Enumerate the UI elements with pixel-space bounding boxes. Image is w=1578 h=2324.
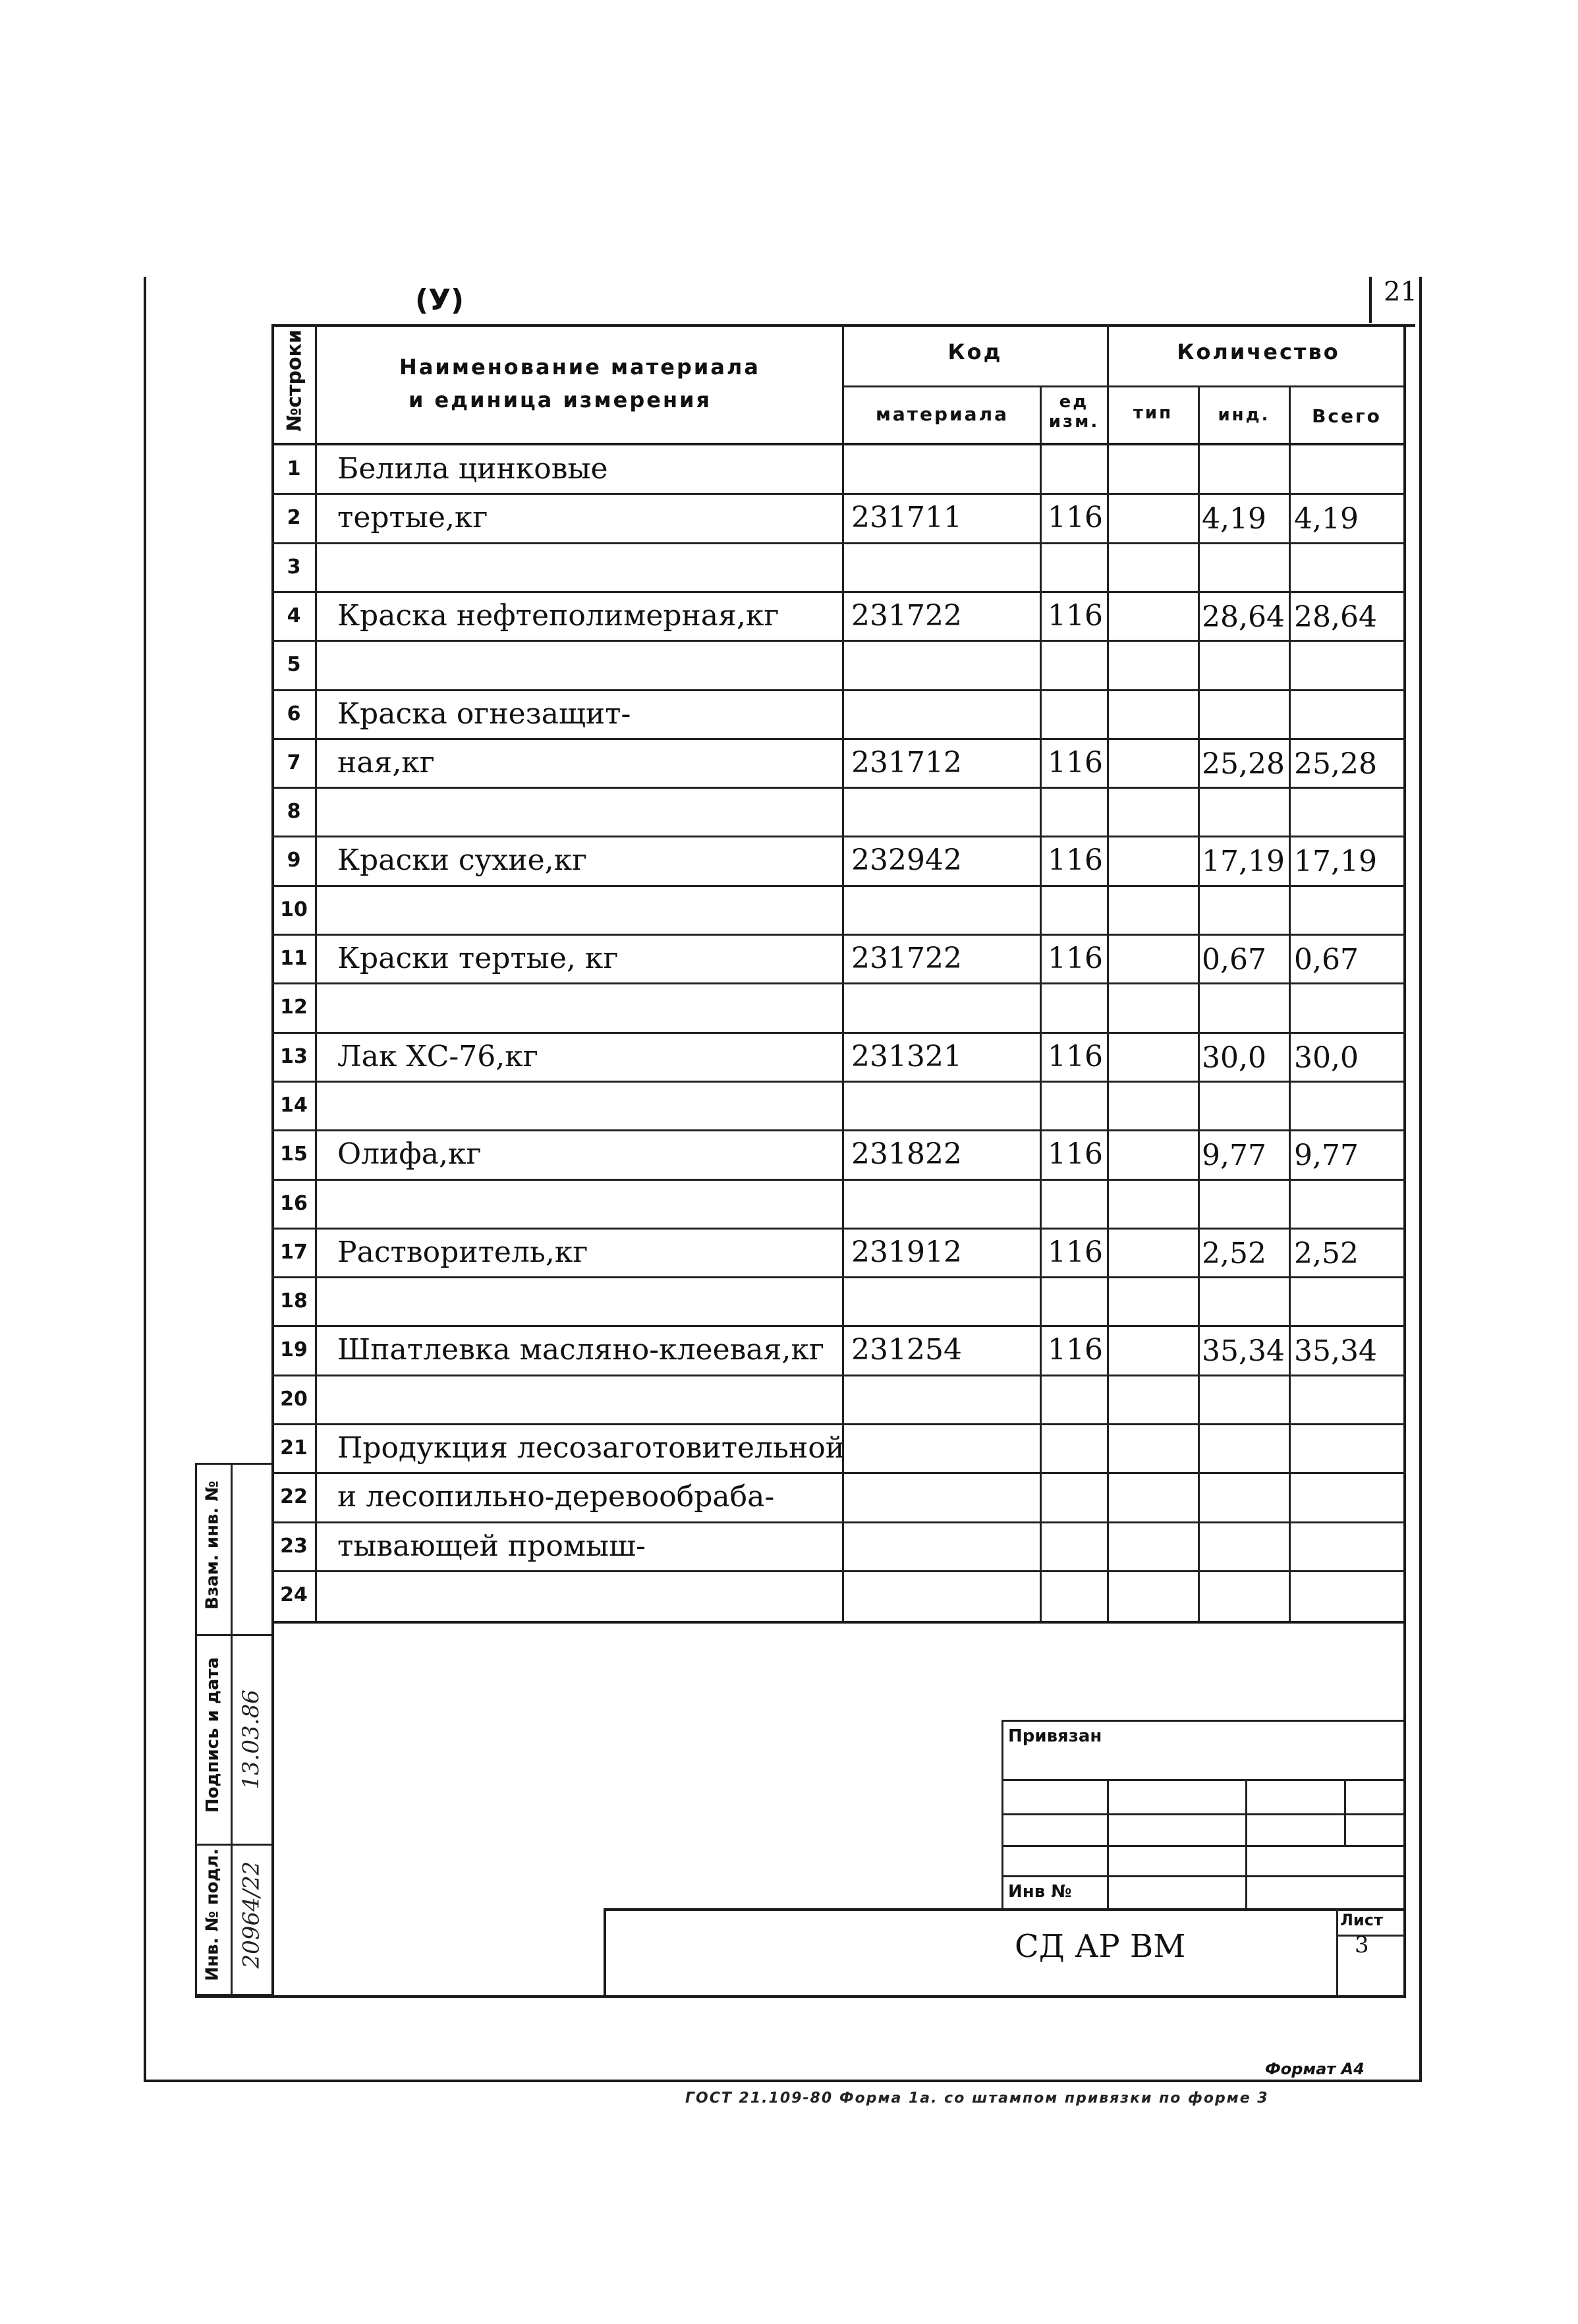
row-divider — [271, 1521, 1406, 1523]
row-number: 21 — [280, 1436, 308, 1460]
row-name: и лесопильно-деревообраба- — [337, 1480, 775, 1514]
row-ind: 4,19 — [1202, 502, 1266, 536]
row-divider — [271, 787, 1406, 789]
side-date-value-text: 13.03.86 — [238, 1689, 264, 1790]
row-name: Лак ХС-76,кг — [337, 1039, 538, 1073]
row-divider — [271, 1325, 1406, 1327]
side-sign-date-text: Подпись и дата — [203, 1657, 223, 1813]
header-qty-type: тип — [1133, 403, 1173, 423]
row-number: 13 — [280, 1044, 308, 1068]
col-line-type — [1198, 385, 1200, 1622]
row-unit: 116 — [1048, 1137, 1103, 1172]
row-number: 6 — [287, 702, 301, 725]
row-code: 231711 — [851, 501, 962, 535]
row-ind: 9,77 — [1202, 1139, 1266, 1173]
row-unit: 116 — [1048, 843, 1103, 878]
row-divider — [271, 1179, 1406, 1181]
side-sign-date — [196, 1641, 229, 1838]
row-total: 17,19 — [1294, 845, 1377, 879]
row-name: Продукция лесозаготовительной — [337, 1431, 845, 1465]
sheet-cell-left — [1336, 1908, 1338, 1998]
row-ind: 2,52 — [1202, 1236, 1266, 1270]
row-number: 18 — [280, 1290, 308, 1313]
row-number: 7 — [287, 751, 301, 774]
side-replace-inv-text: Взам. инв. № — [202, 1481, 223, 1610]
row-number: 22 — [280, 1485, 308, 1509]
row-number: 15 — [280, 1143, 308, 1166]
row-number: 12 — [280, 996, 308, 1019]
row-name: Краска нефтеполимерная,кг — [337, 598, 779, 633]
bound-col-3 — [1344, 1779, 1346, 1845]
frame-bottom-outer — [144, 2080, 1422, 2082]
row-unit: 116 — [1048, 942, 1103, 975]
row-divider — [271, 1423, 1406, 1425]
row-unit: 116 — [1048, 501, 1103, 535]
row-total: 35,34 — [1294, 1334, 1377, 1369]
row-ind: 30,0 — [1202, 1040, 1266, 1075]
row-divider — [271, 836, 1406, 837]
row-divider — [271, 738, 1406, 740]
row-name: ная,кг — [337, 745, 435, 779]
frame-right-outer — [1419, 277, 1422, 2082]
row-ind: 28,64 — [1202, 600, 1285, 634]
col-line-ind — [1289, 385, 1291, 1622]
row-divider — [271, 1375, 1406, 1376]
row-number: 3 — [287, 555, 301, 579]
side-orig-inv-value-text: 20964/22 — [238, 1861, 265, 1969]
row-name: Растворитель,кг — [337, 1235, 588, 1269]
side-replace-inv — [196, 1469, 229, 1631]
row-unit: 116 — [1048, 745, 1103, 779]
row-unit: 116 — [1048, 598, 1103, 633]
row-name: тертые,кг — [337, 501, 488, 535]
row-number: 17 — [280, 1240, 308, 1264]
row-unit: 116 — [1048, 1039, 1103, 1073]
bound-label: Привязан — [1008, 1726, 1102, 1746]
row-divider — [271, 1228, 1406, 1230]
row-unit: 116 — [1048, 1333, 1103, 1367]
header-name-line2: и единица измерения — [408, 387, 712, 412]
row-code: 231722 — [851, 598, 962, 633]
section-mark: (У) — [415, 283, 465, 317]
row-name: Белила цинковые — [337, 452, 608, 486]
bound-row-3 — [1001, 1845, 1403, 1847]
row-name: Краски тертые, кг — [337, 942, 619, 975]
header-qty-group: Количество — [1177, 339, 1340, 364]
sheet-label: Лист — [1340, 1911, 1383, 1929]
header-name-line1: Наименование материала — [399, 354, 760, 380]
row-divider — [271, 1570, 1406, 1572]
side-orig-inv — [196, 1849, 229, 1991]
row-divider — [271, 591, 1406, 593]
row-number: 19 — [280, 1338, 308, 1362]
row-name: Краска огнезащит- — [337, 696, 631, 731]
side-orig-inv-text: Инв. № подл. — [202, 1848, 223, 1981]
sheet-value: 3 — [1355, 1932, 1369, 1958]
row-code: 231712 — [851, 745, 962, 779]
row-code: 231254 — [851, 1333, 962, 1367]
row-ind: 25,28 — [1202, 747, 1285, 781]
row-number: 2 — [287, 506, 301, 530]
row-name: тывающей промыш- — [337, 1529, 646, 1563]
row-divider — [271, 1472, 1406, 1474]
designation: СД АР ВМ — [1015, 1928, 1186, 1965]
bound-col-1 — [1107, 1779, 1109, 1911]
side-date-value — [232, 1647, 270, 1838]
row-number: 4 — [287, 604, 301, 627]
row-name: Олифа,кг — [337, 1137, 482, 1172]
row-code: 231912 — [851, 1235, 962, 1269]
row-ind: 17,19 — [1202, 845, 1285, 879]
main-stamp-top — [604, 1908, 1406, 1911]
inv-no-label: Инв № — [1008, 1882, 1072, 1902]
row-total: 4,19 — [1294, 502, 1359, 536]
sheet-number: 21 — [1384, 277, 1417, 307]
header-qty-total: Всего — [1312, 405, 1382, 427]
row-total: 25,28 — [1294, 747, 1377, 781]
row-number: 20 — [280, 1387, 308, 1411]
header-code-group: Код — [947, 339, 1003, 364]
row-name: Краски сухие,кг — [337, 843, 588, 878]
header-subdivider — [842, 385, 1403, 387]
frame-left-outer — [144, 277, 146, 2082]
row-divider — [271, 1129, 1406, 1131]
row-unit: 116 — [1048, 1235, 1103, 1269]
row-divider — [271, 689, 1406, 691]
row-divider — [271, 1081, 1406, 1083]
row-number: 16 — [280, 1191, 308, 1215]
row-number: 24 — [280, 1583, 308, 1606]
header-qty-ind: инд. — [1218, 405, 1270, 425]
bound-block-top — [1001, 1720, 1403, 1722]
header-row-no-text: №строки — [283, 329, 306, 432]
row-number: 10 — [280, 897, 308, 921]
bound-block-left — [1001, 1720, 1003, 1911]
bound-row-1 — [1001, 1779, 1403, 1781]
row-divider — [271, 885, 1406, 887]
row-code: 231321 — [851, 1039, 962, 1073]
sheet-number-divider — [1369, 277, 1372, 323]
header-bottom-border — [271, 443, 1406, 445]
col-line-rownum — [315, 324, 317, 1622]
col-line-unit — [1107, 324, 1109, 1622]
row-total: 9,77 — [1294, 1139, 1359, 1173]
bound-col-2 — [1245, 1779, 1247, 1911]
row-ind: 0,67 — [1202, 943, 1266, 977]
row-number: 5 — [287, 653, 301, 677]
header-code-material: материала — [876, 403, 1009, 425]
row-name: Шпатлевка масляно-клеевая,кг — [337, 1333, 824, 1367]
row-total: 2,52 — [1294, 1236, 1359, 1270]
bound-row-2 — [1001, 1813, 1403, 1815]
row-divider — [271, 493, 1406, 495]
gost-line: ГОСТ 21.109-80 Форма 1а. со штампом привязки по форме 3 — [685, 2090, 1269, 2107]
table-right-border — [1403, 324, 1406, 1998]
row-divider — [271, 1032, 1406, 1034]
row-number: 14 — [280, 1093, 308, 1117]
row-number: 1 — [287, 457, 301, 480]
format-label: Формат А4 — [1265, 2060, 1365, 2078]
row-code: 231822 — [851, 1137, 962, 1172]
side-orig-inv-value — [232, 1849, 270, 1991]
row-code: 231722 — [851, 942, 962, 975]
header-row-no — [278, 329, 311, 441]
row-total: 0,67 — [1294, 943, 1359, 977]
row-number: 9 — [287, 849, 301, 872]
col-line-code — [1040, 385, 1042, 1622]
row-total: 28,64 — [1294, 600, 1377, 634]
row-total: 30,0 — [1294, 1040, 1359, 1075]
row-divider — [271, 640, 1406, 642]
main-stamp-left — [604, 1908, 606, 1998]
table-body-bottom — [271, 1621, 1406, 1624]
row-divider — [271, 542, 1406, 544]
row-number: 11 — [280, 947, 308, 970]
sheet-cell-divider — [1336, 1935, 1405, 1937]
header-code-unit: ед изм. — [1048, 392, 1100, 432]
row-divider — [271, 934, 1406, 936]
row-code: 232942 — [851, 843, 962, 878]
bound-row-4 — [1001, 1875, 1403, 1877]
row-ind: 35,34 — [1202, 1334, 1285, 1369]
row-divider — [271, 1276, 1406, 1278]
main-stamp-bottom — [195, 1995, 1406, 1998]
row-divider — [271, 982, 1406, 984]
row-number: 23 — [280, 1534, 308, 1558]
row-number: 8 — [287, 800, 301, 824]
